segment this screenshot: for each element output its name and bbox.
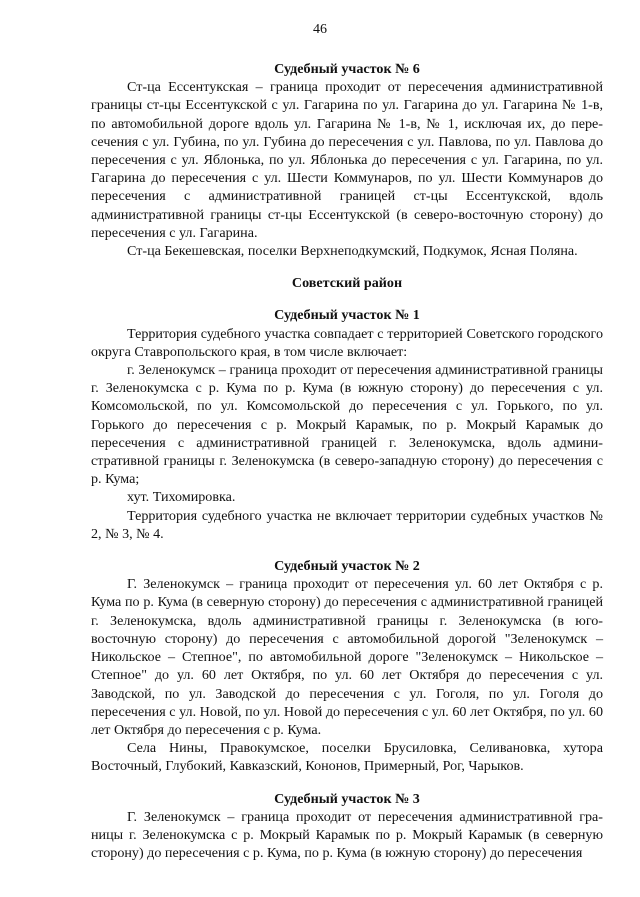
section-court-district-3 xyxy=(91,790,603,863)
paragraph: Г. Зеленокумск – граница проходит от пересечения ул. 60 лет Октября с р. Кума по р. Кума (в северную сторону) до пересечения с административной границей г. Зеленокумска, вдоль административной границы г. Зеленокумска (в юго-восточную сторону) до пересечения с автомобильной дорогой "Зеленокумск – Никольское – Степное", по автомобильной дороге "Зеленокумск – Никольское – Степное" до ул. 60 лет Октября, по ул. 60 лет Октября до пересечения с ул. Заводской, по ул. Заводской до пересечения с ул. Гоголя, по ул. Гоголя до пересечения с ул. Новой, по ул. Новой до пересечения с ул. 60 лет Октября, по ул. 60 лет Октября до пересечения с р. Кума. xyxy=(91,576,603,738)
paragraph: Ст-ца Ессентукская – граница проходит от пересечения административной границы ст-цы Ессентукской с ул. Гагарина по ул. Гагарина до ул. Гагарина № 1-в, по автомобильной дороге вдоль ул. Гагарина № 1-в, № 1, исключая их, до пересечения с ул. Губина, по ул. Губина до пересечения с ул. Павлова, по ул. Павлова до пересечения с ул. Яблонька, по ул. Яблонька до пересечения с ул. Гагарина, по ул. Гагарина до пересечения с ул. Шести Коммунаров, по ул. Шести Коммунаров до пересечения с административной границей ст-цы Ессентукской, вдоль административной границы ст-цы Ессентукской (в северо-восточную сторону) до пересечения с ул. Гагарина. xyxy=(91,79,603,241)
paragraph: Ст-ца Бекешевская, поселки Верхнеподкумский, Подкумок, Ясная Поляна. xyxy=(127,243,578,260)
section-heading: Судебный участок № 2 xyxy=(274,558,420,575)
section-heading: Судебный участок № 3 xyxy=(274,790,420,807)
section-heading: Судебный участок № 1 xyxy=(274,307,420,324)
document-body xyxy=(91,60,603,862)
section-court-district-1 xyxy=(91,306,603,543)
section-heading: Судебный участок № 6 xyxy=(274,61,420,77)
page-number: 46 xyxy=(313,22,327,37)
paragraph: хут. Тихомировка. xyxy=(127,489,236,506)
paragraph: Территория судебного участка совпадает с территорией Советского городского округа Ставропольского края, в том числе включает: xyxy=(91,325,603,360)
section-court-district-2 xyxy=(91,557,603,775)
paragraph: Г. Зеленокумск – граница проходит от пересечения административной границы г. Зеленокумска с р. Мокрый Карамык по р. Мокрый Карамык (в северную сторону) до пересечения с р. Кума, по р. Кума (в южную сторону) до пересечения xyxy=(91,808,603,862)
paragraph: Села Нины, Правокумское, поселки Брусиловка, Селивановка, хутора Восточный, Глубокий, Кавказский, Кононов, Примерный, Рог, Чарыков. xyxy=(91,740,603,775)
paragraph: г. Зеленокумск – граница проходит от пересечения административной границы г. Зеленокумска с р. Кума по р. Кума (в южную сторону) до пересечения с ул. Комсомольской, по ул. Комсомольской до пересечения с ул. Горького, по ул. Горького до пересечения с р. Мокрый Карамык, по р. Мокрый Карамык до пересечения с административной границей г. Зеленокумска, вдоль административной границы г. Зеленокумска (в северо-западную сторону) до пересечения с р. Кума; xyxy=(91,362,603,488)
district-heading: Советский район xyxy=(291,275,403,292)
paragraph: Территория судебного участка не включает территории судебных участков № 2, № 3, № 4. xyxy=(91,507,603,542)
section-court-district-6 xyxy=(91,60,603,260)
section-district xyxy=(91,274,603,292)
